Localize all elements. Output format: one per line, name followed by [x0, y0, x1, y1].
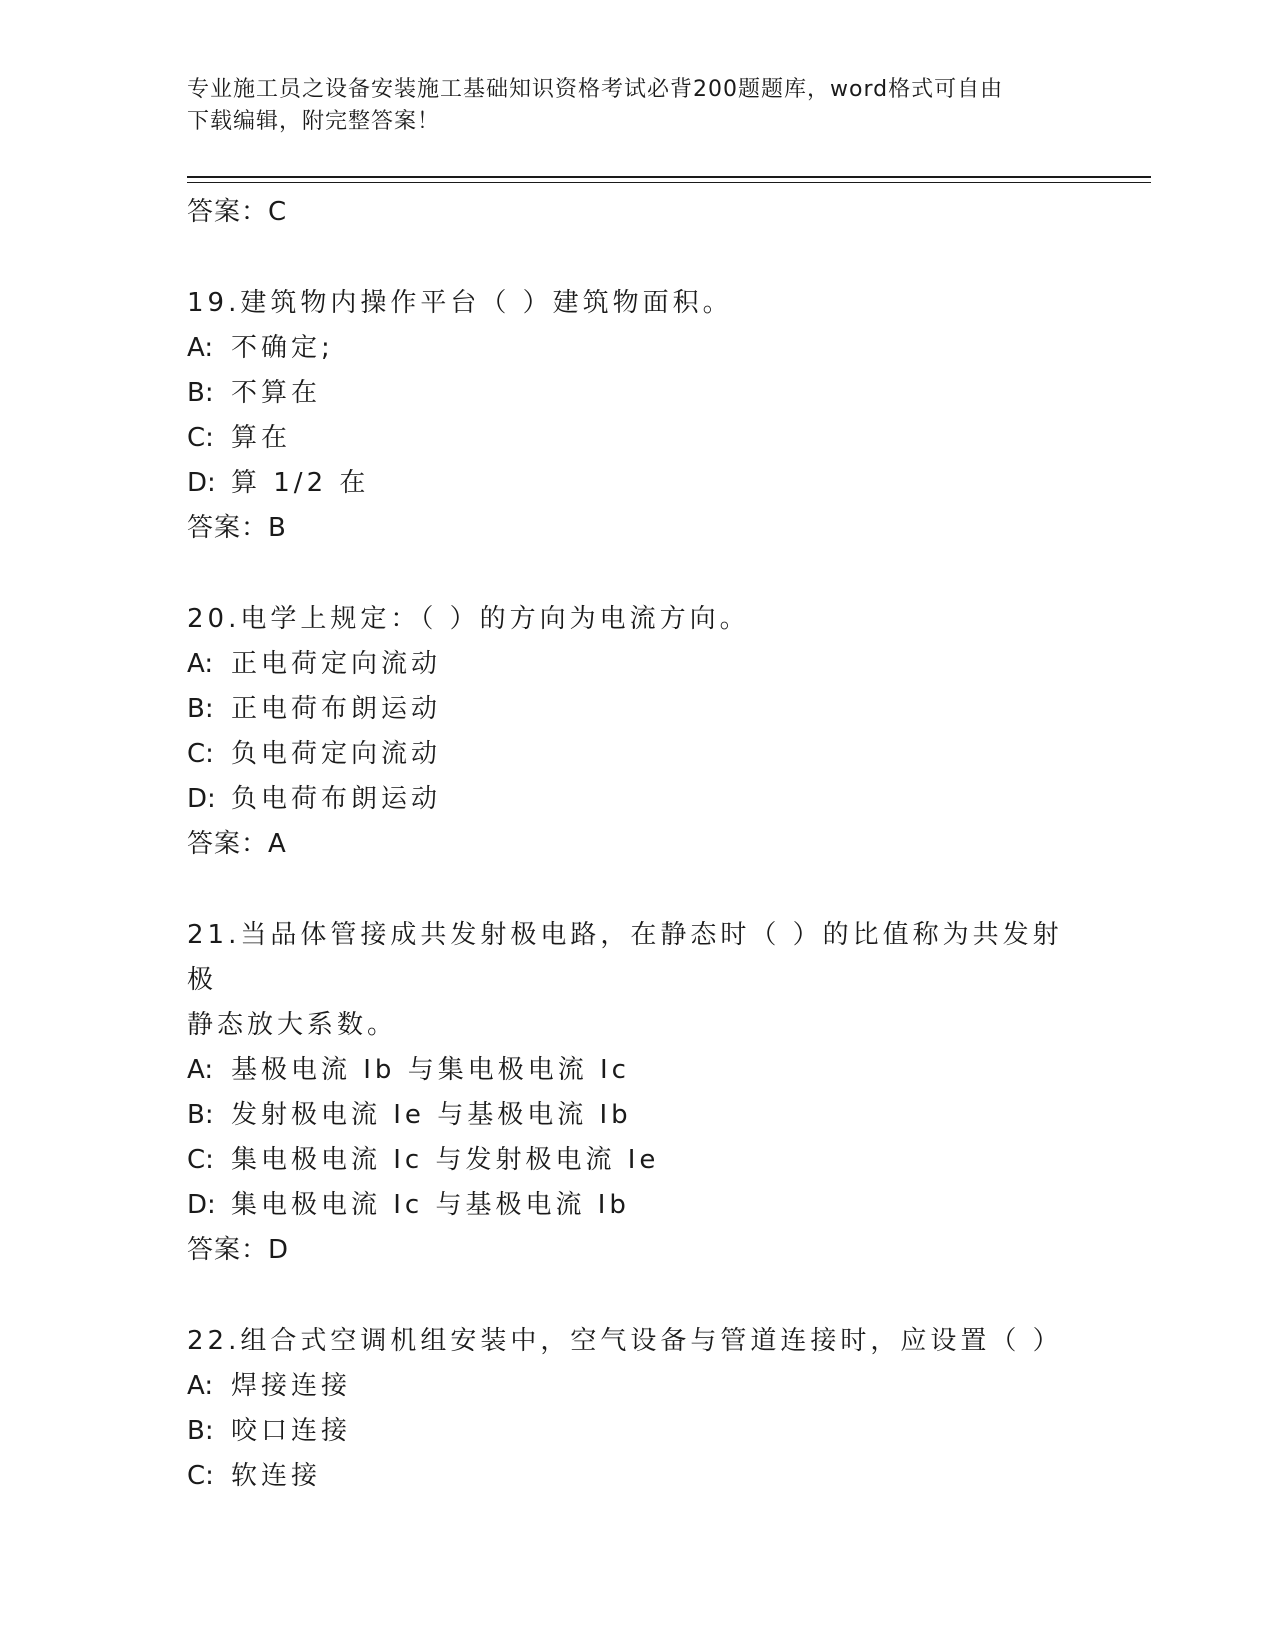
option-b	[187, 687, 1087, 732]
answer-prefix: 答案：	[187, 513, 269, 543]
option-letter: A:	[187, 333, 214, 363]
option-c	[187, 416, 1087, 461]
option-letter: C:	[187, 739, 214, 769]
header-divider-thick	[187, 176, 1151, 178]
option-c	[187, 1454, 1087, 1499]
option-text: 集电极电流 Ic 与基极电流 Ib	[231, 1190, 630, 1220]
spacer	[187, 235, 1087, 281]
option-c	[187, 732, 1087, 777]
option-letter: A:	[187, 649, 214, 679]
option-d	[187, 1183, 1087, 1228]
option-text: 焊接连接	[231, 1371, 352, 1401]
option-text: 基极电流 Ib 与集电极电流 Ic	[231, 1055, 630, 1085]
option-text: 算 1/2 在	[231, 468, 370, 498]
option-b	[187, 371, 1087, 416]
option-a	[187, 326, 1087, 371]
option-letter: C:	[187, 1145, 214, 1175]
option-text: 不确定;	[231, 333, 334, 363]
option-b	[187, 1093, 1087, 1138]
document-header	[187, 74, 1087, 138]
option-a	[187, 642, 1087, 687]
option-text: 不算在	[231, 378, 322, 408]
option-text: 算在	[231, 423, 292, 453]
question-list	[187, 190, 1087, 1499]
option-a	[187, 1364, 1087, 1409]
option-letter: D:	[187, 784, 216, 814]
header-divider-thin	[187, 182, 1151, 183]
spacer	[187, 867, 1087, 913]
option-text: 正电荷布朗运动	[231, 694, 442, 724]
answer-line	[187, 190, 1087, 235]
question-block	[187, 913, 1087, 1273]
question-text: 19.建筑物内操作平台（ ）建筑物面积。	[187, 288, 733, 318]
option-letter: B:	[187, 378, 214, 408]
option-letter: D:	[187, 1190, 216, 1220]
answer-value: B	[268, 513, 287, 543]
option-d	[187, 461, 1087, 506]
option-letter: B:	[187, 694, 214, 724]
option-letter: B:	[187, 1416, 214, 1446]
answer-value: A	[268, 829, 287, 859]
question-text-line-1: 21.当品体管接成共发射极电路，在静态时（ ）的比值称为共发射极	[187, 920, 1063, 995]
option-text: 负电荷定向流动	[231, 739, 442, 769]
option-text: 软连接	[231, 1461, 322, 1491]
question-block	[187, 597, 1087, 867]
question-block	[187, 1319, 1087, 1499]
spacer	[187, 551, 1087, 597]
option-a	[187, 1048, 1087, 1093]
answer-prefix: 答案：	[187, 197, 269, 227]
header-line-2: 下载编辑，附完整答案！	[187, 109, 441, 134]
answer-line	[187, 822, 1087, 867]
option-c	[187, 1138, 1087, 1183]
option-letter: B:	[187, 1100, 214, 1130]
option-text: 咬口连接	[231, 1416, 352, 1446]
option-text: 发射极电流 Ie 与基极电流 Ib	[231, 1100, 632, 1130]
option-text: 正电荷定向流动	[231, 649, 442, 679]
option-letter: A:	[187, 1371, 214, 1401]
answer-line	[187, 506, 1087, 551]
spacer	[187, 1273, 1087, 1319]
option-letter: C:	[187, 1461, 214, 1491]
option-letter: D:	[187, 468, 216, 498]
option-b	[187, 1409, 1087, 1454]
question-text-line-2: 静态放大系数。	[187, 1010, 398, 1040]
option-d	[187, 777, 1087, 822]
question-block	[187, 281, 1087, 551]
option-text: 负电荷布朗运动	[231, 784, 442, 814]
answer-prefix: 答案：	[187, 1235, 269, 1265]
option-letter: A:	[187, 1055, 214, 1085]
question-text: 20.电学上规定：（ ）的方向为电流方向。	[187, 604, 750, 634]
option-letter: C:	[187, 423, 214, 453]
option-text: 集电极电流 Ic 与发射极电流 Ie	[231, 1145, 660, 1175]
answer-value: C	[268, 197, 288, 227]
answer-value: D	[268, 1235, 290, 1265]
header-line-1: 专业施工员之设备安装施工基础知识资格考试必背200题题库，word格式可自由	[187, 77, 1004, 102]
question-text: 22.组合式空调机组安装中，空气设备与管道连接时，应设置（ ）	[187, 1326, 1063, 1356]
answer-prefix: 答案：	[187, 829, 269, 859]
answer-line	[187, 1228, 1087, 1273]
